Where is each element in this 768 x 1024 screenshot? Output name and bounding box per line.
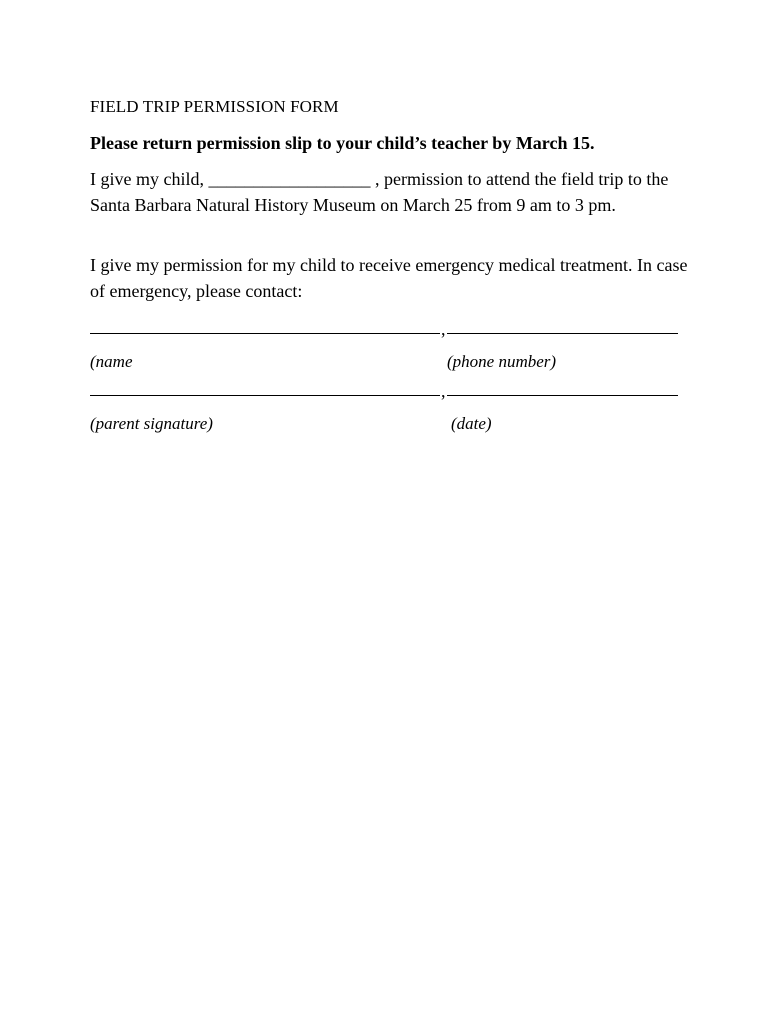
phone-blank-line — [447, 333, 678, 334]
contact-separator: , — [441, 319, 446, 339]
name-caption: (name — [90, 352, 133, 371]
phone-caption: (phone number) — [447, 352, 557, 371]
parent-signature-caption: (parent signature) — [90, 414, 213, 433]
permission-paragraph: I give my child, __________________ , permission to attend the field trip to the Santa Barbara Natural History Museum on March 25 from 9 am to 3 pm. — [90, 169, 669, 215]
contact-line — [90, 316, 678, 338]
medical-paragraph: I give my permission for my child to receive emergency medical treatment. In case of emergency, please contact: — [90, 255, 688, 301]
signature-line — [90, 378, 678, 400]
form-title: FIELD TRIP PERMISSION FORM — [90, 97, 339, 116]
signature-separator: , — [441, 381, 446, 401]
name-blank-line — [90, 333, 440, 334]
return-notice: Please return permission slip to your child’s teacher by March 15. — [90, 133, 595, 153]
date-caption: (date) — [451, 414, 492, 433]
date-blank-line — [447, 395, 678, 396]
signature-blank-line — [90, 395, 440, 396]
